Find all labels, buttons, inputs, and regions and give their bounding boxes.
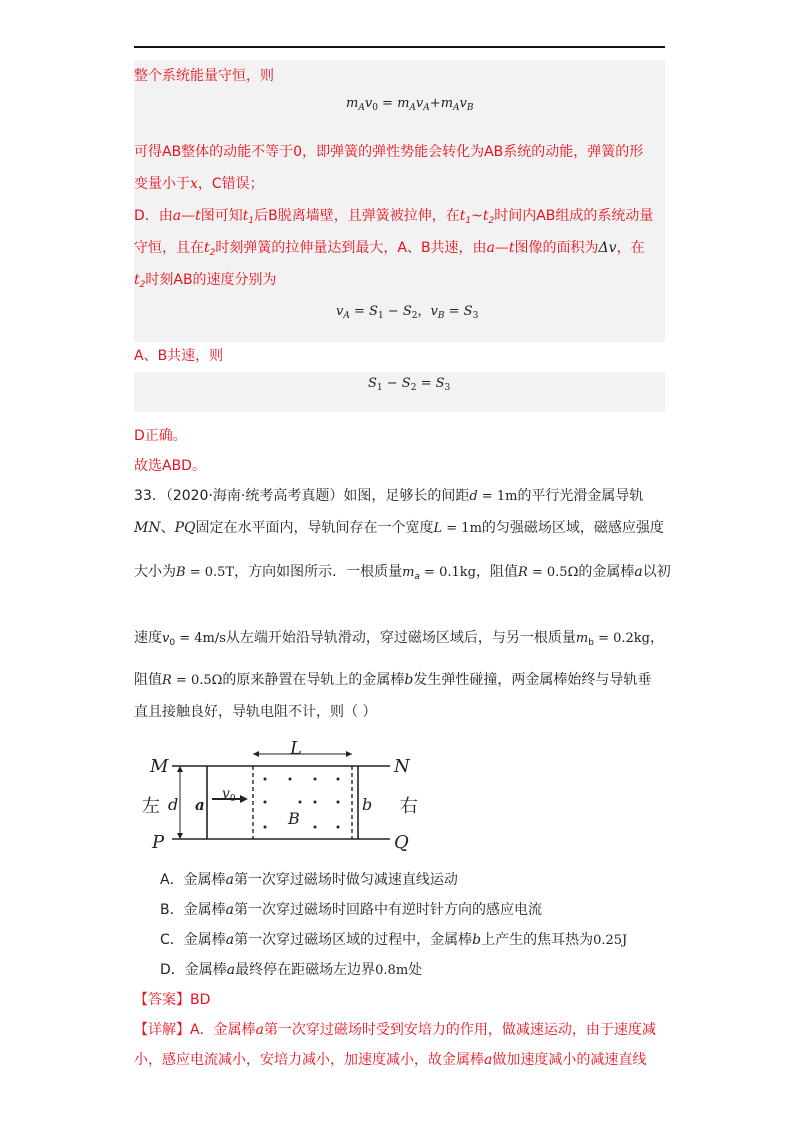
- label-rod-b: b: [362, 795, 373, 814]
- header-rule: [134, 46, 665, 48]
- explanation-line: 小，感应电流减小，安培力减小，加速度减小，故金属棒a做加速度减小的减速直线: [134, 1052, 647, 1068]
- label-Q: Q: [394, 832, 409, 853]
- explanation-line: 【详解】A．金属棒a第一次穿过磁场时受到安培力的作用，做减速运动，由于速度减: [134, 1022, 656, 1038]
- text-line: 守恒，且在$t_2$时刻弹簧的拉伸量达到最大，A、B共速，由a—t图像的面积为Δv，在: [134, 240, 645, 258]
- option-a: A．金属棒a第一次穿过磁场时做匀减速直线运动: [160, 872, 458, 888]
- text-line: 变量小于x，C错误；: [134, 176, 264, 192]
- question-line: MN、PQ固定在水平面内，导轨间存在一个宽度L = 1m的匀强磁场区域，磁感应强度: [134, 520, 664, 536]
- equation-velocities: $v_A = S_1 - S_2$，$v_B = S_3$: [336, 304, 479, 321]
- text-line: $t_2$时刻AB的速度分别为: [134, 272, 277, 290]
- question-line: 阻值R = 0.5Ω的原来静置在导轨上的金属棒b发生弹性碰撞，两金属棒始终与导轨垂: [134, 672, 652, 688]
- option-d: D．金属棒a最终停在距磁场左边界0.8m处: [160, 962, 423, 978]
- label-P: P: [152, 832, 165, 853]
- text-line: A、B共速，则: [134, 348, 224, 364]
- text-line: 整个系统能量守恒，则: [134, 68, 274, 84]
- label-left: 左: [142, 796, 160, 817]
- text-line: D．由a—t图可知$t_1$后B脱离墙壁，且弹簧被拉伸，在$t_1\sim t_2$时间内AB组成的系统动量: [134, 208, 654, 226]
- option-b: B．金属棒a第一次穿过磁场时回路中有逆时针方向的感应电流: [160, 902, 542, 918]
- answer-line: 【答案】BD: [134, 992, 211, 1008]
- question-line: 大小为B = 0.5T，方向如图所示．一根质量$m_a = 0.1kg$，阻值R = 0.5Ω的金属棒a以初: [134, 564, 671, 582]
- label-M: M: [150, 756, 169, 777]
- label-N: N: [394, 756, 410, 777]
- label-L: L: [290, 738, 302, 759]
- label-right: 右: [400, 796, 418, 817]
- label-rod-a: a: [195, 796, 205, 814]
- question-line: 速度$v_0 = 4m/s$从左端开始沿导轨滑动，穿过磁场区域后，与另一根质量$m_b = 0.2kg$，: [134, 630, 664, 648]
- rail-diagram: [140, 736, 430, 856]
- label-d: d: [168, 795, 179, 814]
- option-c: C．金属棒a第一次穿过磁场区域的过程中，金属棒b上产生的焦耳热为0.25J: [160, 932, 628, 948]
- text-line: 可得AB整体的动能不等于0，即弹簧的弹性势能会转化为AB系统的动能，弹簧的形: [134, 144, 644, 160]
- label-v0: $v_0$: [222, 786, 236, 804]
- text-line: D正确。: [134, 428, 187, 444]
- equation-common-velocity: $S_1 - S_2 = S_3$: [368, 376, 451, 393]
- label-B: B: [288, 809, 300, 828]
- text-line: 故选ABD。: [134, 458, 206, 474]
- question-line: 33．（2020·海南·统考高考真题）如图，足够长的间距d = 1m的平行光滑金属导轨: [134, 488, 644, 504]
- equation-momentum: $m_Av_0 = m_Av_A+m_Av_B$: [346, 96, 474, 113]
- question-line: 直且接触良好，导轨电阻不计，则（ ）: [134, 704, 377, 720]
